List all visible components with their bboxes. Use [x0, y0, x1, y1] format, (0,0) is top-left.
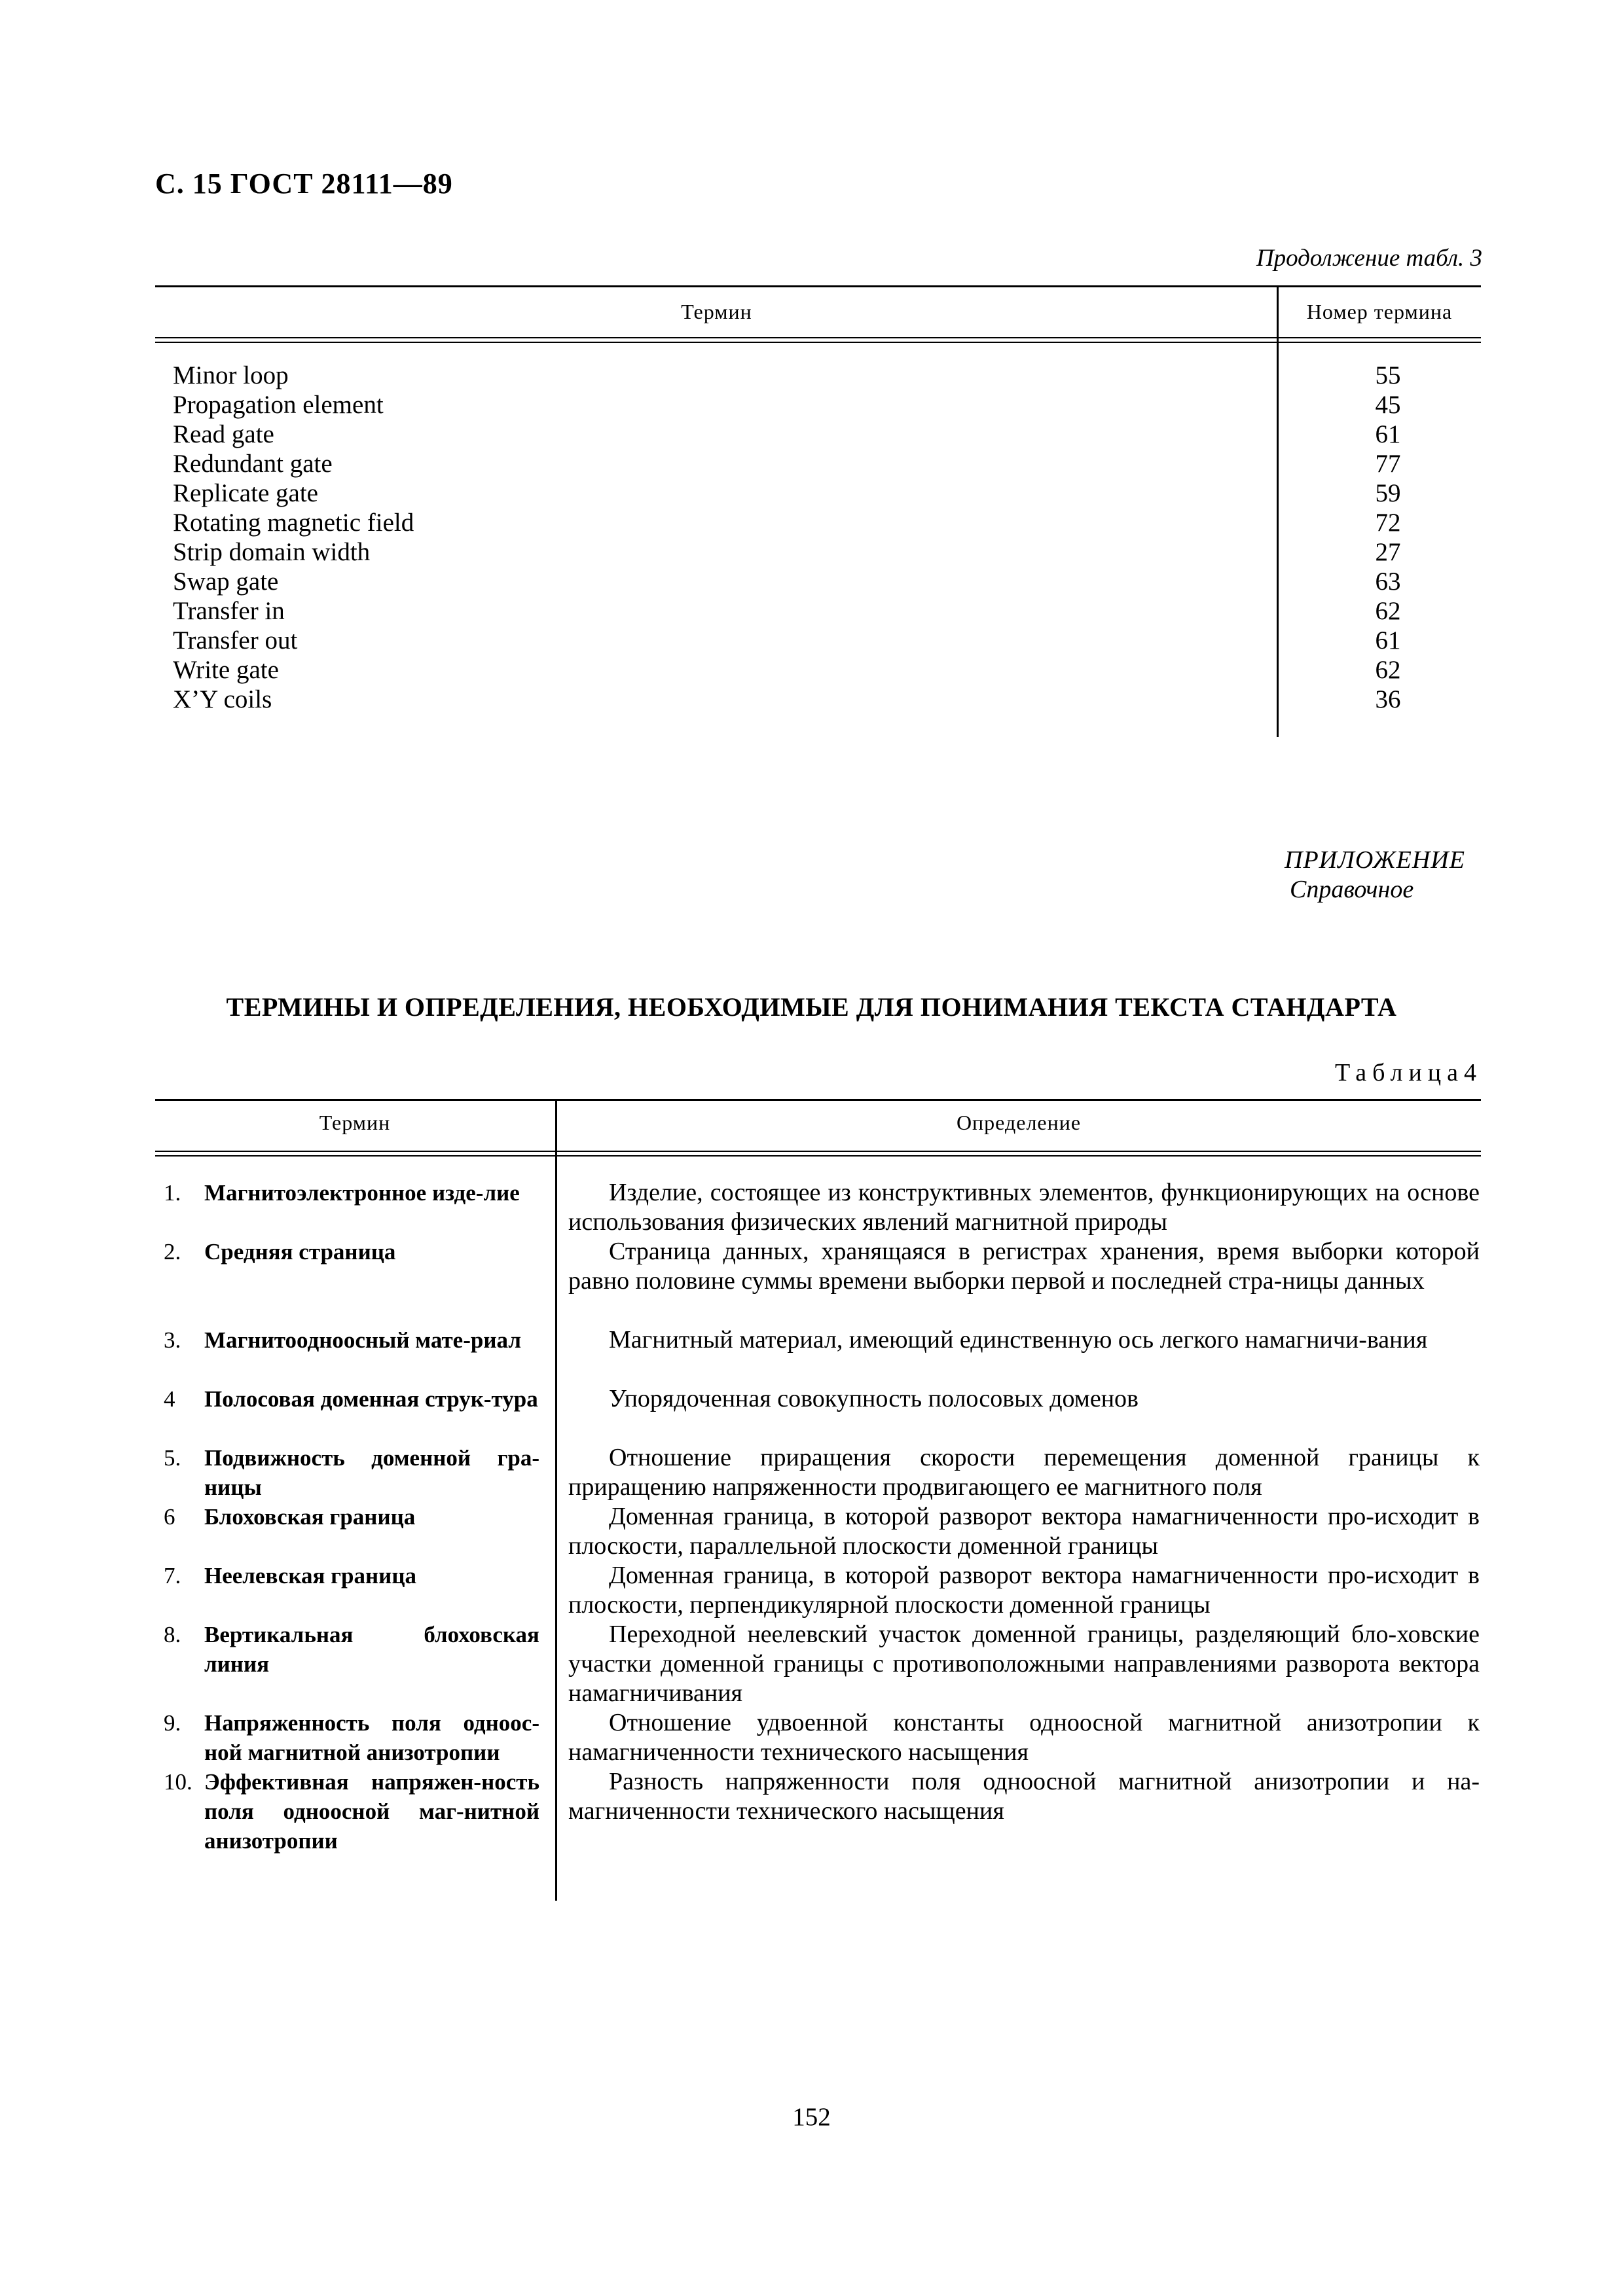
table4-header-rule-2	[155, 1155, 1481, 1157]
table4-row-number: 1.	[164, 1180, 181, 1206]
table4-header-term: Термин	[319, 1111, 391, 1134]
table3-top-rule	[155, 285, 1481, 287]
table4-definition: Переходной неелевский участок доменной границы, разделяющий бло-ховские участки доменной границы с противоположными направлениями разворота вектора намагничивания	[568, 1621, 1480, 1707]
table3-term: Transfer in	[173, 597, 285, 625]
table4-term: Подвижность доменной гра-ницы	[204, 1445, 539, 1500]
table4-term: Магнитоодноосный мате-риал	[204, 1327, 521, 1353]
table4-row-number: 10.	[164, 1769, 192, 1795]
table4-term: Полосовая доменная струк-тура	[204, 1386, 538, 1412]
table3-number: 63	[1375, 567, 1401, 596]
table4-row-number: 9.	[164, 1710, 181, 1736]
table4-row-number: 2.	[164, 1239, 181, 1265]
table3-number: 77	[1375, 450, 1401, 478]
table4-label: Таблица4	[1334, 1059, 1482, 1086]
table4-top-rule	[155, 1099, 1481, 1101]
table4-definition: Отношение приращения скорости перемещения доменной границы к приращению напряженности продвигающего ее магнитного поля	[568, 1444, 1480, 1501]
table4-definition: Доменная граница, в которой разворот вектора намагниченности про-исходит в плоскости, параллельной плоскости доменной границы	[568, 1503, 1480, 1560]
table4-definition: Упорядоченная совокупность полосовых доменов	[609, 1385, 1139, 1412]
table3-continuation-label: Продолжение табл. 3	[1256, 245, 1482, 272]
table4-row-number: 6	[164, 1504, 175, 1530]
table4-definition: Изделие, состоящее из конструктивных элементов, функционирующих на основе использования физических явлений магнитной природы	[568, 1179, 1480, 1236]
table4-term: Вертикальная блоховская линия	[204, 1622, 539, 1677]
running-head: С. 15 ГОСТ 28111—89	[155, 168, 453, 200]
table3-number: 59	[1375, 479, 1401, 507]
table4-term: Блоховская граница	[204, 1504, 416, 1530]
appendix-type: Справочное	[1290, 876, 1414, 903]
table4-column-divider	[555, 1099, 557, 1901]
appendix-label: ПРИЛОЖЕНИЕ	[1285, 846, 1465, 874]
table3-number: 61	[1375, 420, 1401, 448]
table4-row-number: 3.	[164, 1327, 181, 1353]
section-title: ТЕРМИНЫ И ОПРЕДЕЛЕНИЯ, НЕОБХОДИМЫЕ ДЛЯ ПОНИМАНИЯ ТЕКСТА СТАНДАРТА	[226, 992, 1397, 1022]
page-number: 152	[792, 2103, 831, 2131]
table4-definition: Магнитный материал, имеющий единственную ось легкого намагничи-вания	[609, 1326, 1428, 1354]
table3-column-divider	[1277, 285, 1279, 737]
table4-term: Средняя страница	[204, 1239, 396, 1265]
table3-term: Write gate	[173, 656, 279, 684]
table4-row-number: 8.	[164, 1622, 181, 1647]
table3-header-rule	[155, 337, 1481, 338]
table4-definition: Страница данных, хранящаяся в регистрах хранения, время выборки которой равно половине суммы времени выборки первой и последней стра-ницы данных	[568, 1238, 1480, 1295]
table4-definition: Разность напряженности поля одноосной магнитной анизотропии и на-магниченности технического насыщения	[568, 1768, 1480, 1825]
table3-header-number: Номер термина	[1306, 300, 1453, 323]
table3-number: 27	[1375, 538, 1401, 566]
table4-header-rule	[155, 1151, 1481, 1152]
table4-term: Неелевская граница	[204, 1563, 417, 1588]
table3-number: 36	[1375, 685, 1401, 713]
table3-header-term: Термин	[681, 300, 752, 323]
table4-row-number: 7.	[164, 1563, 181, 1588]
table3-number: 62	[1375, 656, 1401, 684]
table3-number: 62	[1375, 597, 1401, 625]
table3-term: Strip domain width	[173, 538, 371, 566]
table3-term: Read gate	[173, 420, 274, 448]
table3-number: 61	[1375, 626, 1401, 655]
table3-term: Redundant gate	[173, 450, 333, 478]
table3-term: Rotating magnetic field	[173, 509, 414, 537]
table3-term: Transfer out	[173, 626, 298, 655]
table3-term: Swap gate	[173, 567, 279, 596]
table4-term: Эффективная напряжен-ность поля одноосной маг-нитной анизотропии	[204, 1769, 539, 1854]
table3-number: 55	[1375, 361, 1401, 389]
table3-term: X’Y coils	[173, 685, 272, 713]
table4-definition: Отношение удвоенной константы одноосной магнитной анизотропии к намагниченности технического насыщения	[568, 1709, 1480, 1766]
table3-number: 72	[1375, 509, 1401, 537]
table4-row-number: 4	[164, 1386, 175, 1412]
table3-term: Replicate gate	[173, 479, 318, 507]
table3-header-rule-2	[155, 342, 1481, 343]
table3-number: 45	[1375, 391, 1401, 419]
table4-row-number: 5.	[164, 1445, 181, 1471]
table4-header-definition: Определение	[956, 1111, 1082, 1134]
table4-term: Напряженность поля одноос-ной магнитной анизотропии	[204, 1710, 539, 1765]
table4-term: Магнитоэлектронное изде-лие	[204, 1180, 520, 1206]
table3-term: Propagation element	[173, 391, 384, 419]
table4-definition: Доменная граница, в которой разворот вектора намагниченности про-исходит в плоскости, перпендикулярной плоскости доменной границы	[568, 1562, 1480, 1619]
table3-term: Minor loop	[173, 361, 289, 389]
